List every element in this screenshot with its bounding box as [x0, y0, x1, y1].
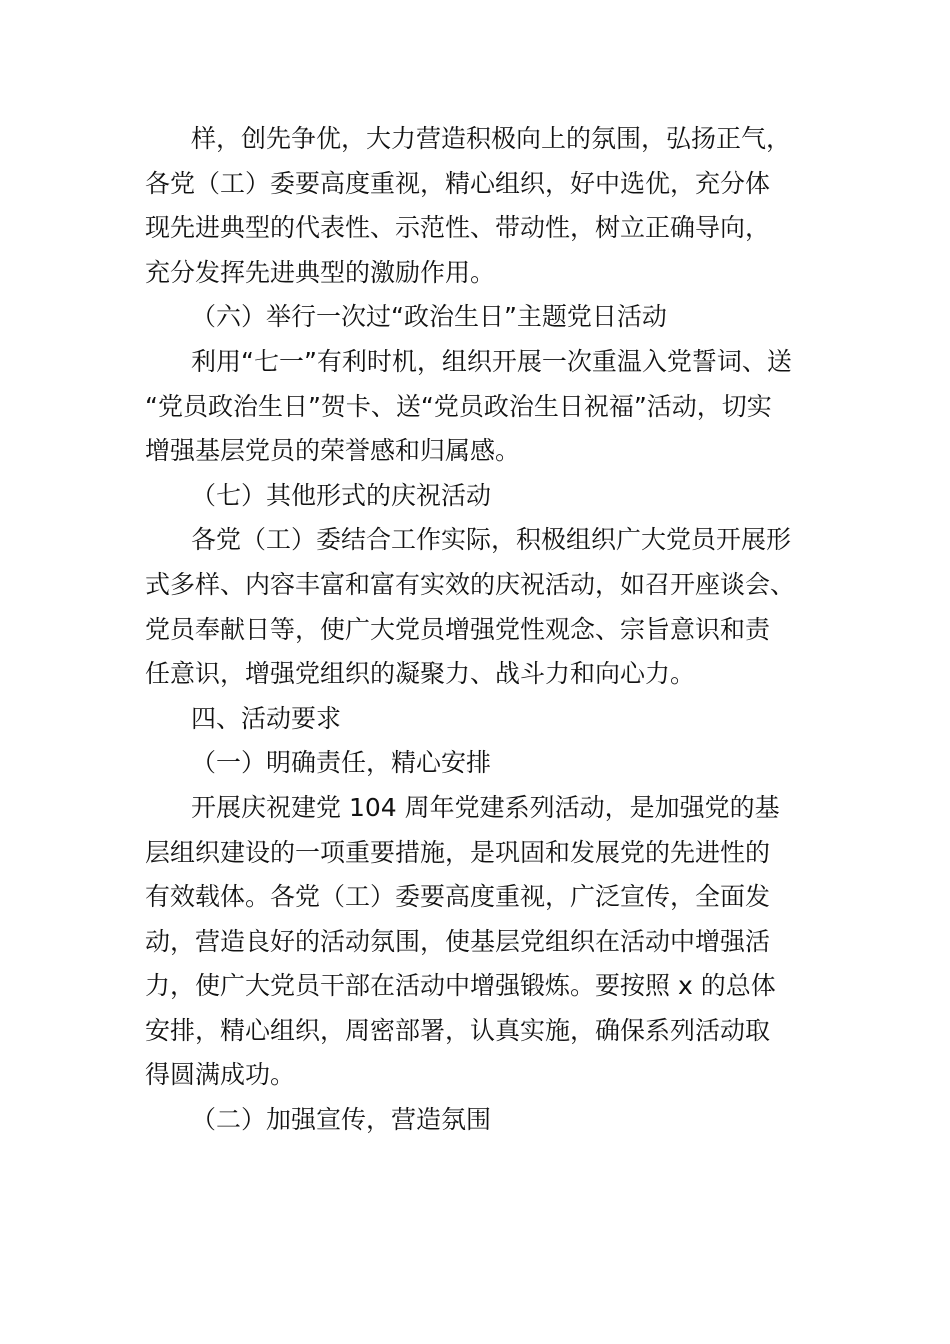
paragraph-h7	[145, 474, 805, 519]
text-line: 党员奉献日等，使广大党员增强党性观念、宗旨意识和责	[145, 614, 771, 644]
paragraph-h4-2	[145, 1098, 805, 1143]
text-line: 增强基层党员的荣誉感和归属感。	[145, 436, 521, 466]
text-line: 有效载体。各党（工）委要高度重视，广泛宣传，全面发	[145, 882, 771, 912]
text-line: （七）其他形式的庆祝活动	[191, 480, 492, 510]
paragraph-p1	[145, 117, 805, 295]
paragraph-h6	[145, 295, 805, 340]
paragraph-p4	[145, 786, 805, 1098]
text-line: 动，营造良好的活动氛围，使基层党组织在活动中增强活	[145, 926, 771, 956]
text-line: （二）加强宣传，营造氛围	[191, 1105, 492, 1135]
text-line: 开展庆祝建党 104 周年党建系列活动，是加强党的基	[191, 792, 780, 822]
document-body	[145, 117, 805, 1143]
text-line: 现先进典型的代表性、示范性、带动性，树立正确导向，	[145, 213, 771, 243]
text-line: 安排，精心组织，周密部署，认真实施，确保系列活动取	[145, 1015, 771, 1045]
text-line: 充分发挥先进典型的激励作用。	[145, 257, 496, 287]
text-line: 四、活动要求	[191, 703, 342, 733]
text-line: 得圆满成功。	[145, 1060, 296, 1090]
text-line: 利用“七一”有利时机，组织开展一次重温入党誓词、送	[191, 346, 792, 376]
text-line: 层组织建设的一项重要措施，是巩固和发展党的先进性的	[145, 837, 771, 867]
text-line: 各党（工）委要高度重视，精心组织，好中选优，充分体	[145, 168, 771, 198]
text-line: （六）举行一次过“政治生日”主题党日活动	[191, 302, 667, 332]
text-line: （一）明确责任，精心安排	[191, 748, 492, 778]
paragraph-p3	[145, 518, 805, 696]
text-line: 任意识，增强党组织的凝聚力、战斗力和向心力。	[145, 659, 696, 689]
text-line: 各党（工）委结合工作实际，积极组织广大党员开展形	[191, 525, 792, 555]
text-line: 样，创先争优，大力营造积极向上的氛围，弘扬正气，	[191, 124, 792, 153]
paragraph-h4	[145, 697, 805, 742]
paragraph-h4-1	[145, 741, 805, 786]
text-line: 式多样、内容丰富和富有实效的庆祝活动，如召开座谈会、	[145, 569, 796, 599]
text-line: 力，使广大党员干部在活动中增强锻炼。要按照 x 的总体	[145, 971, 776, 1001]
paragraph-p2	[145, 340, 805, 474]
text-line: “党员政治生日”贺卡、送“党员政治生日祝福”活动，切实	[145, 391, 772, 421]
